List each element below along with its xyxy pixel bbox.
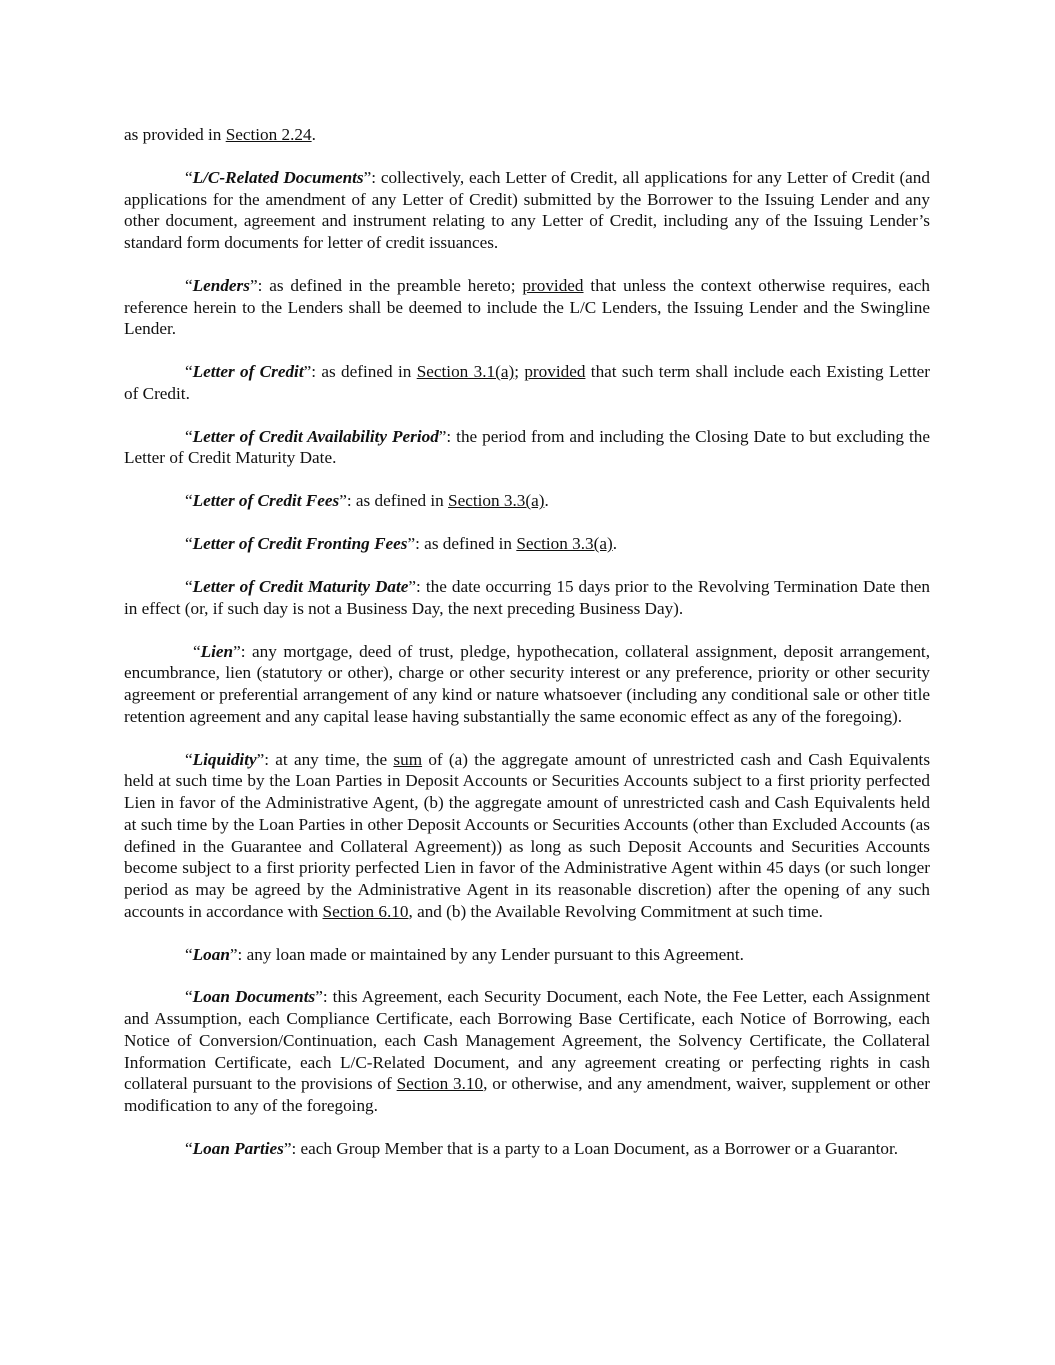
defined-term: Letter of Credit	[192, 362, 304, 382]
text-segment: of (a) the aggregate amount of unrestricted cash and Cash Equivalents held at such time by the Loan Parties in Deposit Accounts or Securities Accounts subject to a first priority perfected Lien in favor of the Administrative Agent, (b) the aggregate amount of unrestricted cash and Cash Equivalents held at such time by the Loan Parties in other Deposit Accounts or Securities Accounts (other than Excluded Accounts (as defined in the Guarantee and Collateral Agreement)) as long as such Deposit Accounts and Securities Accounts become subject to a first priority perfected Lien in favor of the Administrative Agent within 45 days (or such longer period as may be agreed by the Administrative Agent in its reasonable discretion) after the opening of any such accounts in accordance with	[124, 749, 931, 921]
text-segment: ”: as defined in	[339, 491, 449, 511]
defined-term: Loan Parties	[192, 1138, 284, 1158]
text-segment: ”: the date occurring 15 days prior to the Revolving Termination Date then in effect (or, if such day is not a Business Day, the next preceding Business Day).	[124, 577, 930, 618]
text-segment: “	[185, 987, 193, 1007]
definition-lc-fees	[124, 490, 930, 512]
text-segment: ”: collectively, each Letter of Credit, all applications for any Letter of Credit (and applications for the amendment of any Letter of Credit) submitted by the Borrower to the Issuing Lender and any other document, agreement and instrument relating to any Letter of Credit, including any of the Issuing Lender’s standard form documents for letter of credit issuances.	[124, 167, 930, 252]
text-segment: ”: this Agreement, each Security Document, each Note, the Fee Letter, each Assignment and Assumption, each Compliance Certificate, each Borrowing Base Certificate, each Notice of Borrowing, each Notice of Conversion/Continuation, each Cash Management Agreement, the Solvency Certificate, the Collateral Information Certificate, each L/C-Related Document, and any agreement creating or perfecting rights in cash collateral pursuant to the provisions of	[124, 987, 930, 1094]
defined-term: Letter of Credit Maturity Date	[192, 577, 409, 597]
definition-loan-documents	[124, 986, 930, 1116]
text-segment: “	[185, 362, 193, 382]
text-segment: “	[185, 577, 193, 597]
defined-term: Letter of Credit Fees	[192, 491, 340, 511]
text-segment: “	[185, 944, 193, 964]
definition-lenders	[124, 275, 930, 340]
underlined-text: provided	[522, 275, 584, 295]
text-segment: ”: as defined in the preamble hereto;	[249, 275, 523, 295]
underlined-text: provided	[524, 362, 586, 382]
text-segment: “	[185, 534, 193, 554]
definition-lc-fronting-fees	[124, 533, 930, 555]
text-segment: as provided in	[124, 125, 226, 144]
section-reference: Section 3.3(a)	[516, 534, 613, 554]
continuation-paragraph	[124, 124, 930, 146]
text-segment: “	[185, 167, 193, 187]
definition-lc-maturity-date	[124, 576, 930, 619]
defined-term: Loan	[192, 944, 230, 964]
text-segment: ”: as defined in	[303, 362, 417, 382]
defined-term: Letter of Credit Fronting Fees	[192, 534, 408, 554]
defined-term: Lien	[200, 641, 234, 661]
underlined-text: sum	[393, 749, 423, 769]
defined-term: Lenders	[192, 275, 250, 295]
section-reference: Section 3.10	[396, 1074, 484, 1094]
text-segment: , or otherwise, and any amendment, waiver, supplement or other modification to any of the foregoing.	[124, 1074, 930, 1115]
section-reference: Section 2.24	[225, 125, 312, 144]
definition-letter-of-credit	[124, 361, 930, 404]
text-segment: .	[311, 125, 316, 144]
text-segment: “	[193, 641, 201, 661]
text-segment: , and (b) the Available Revolving Commitment at such time.	[408, 901, 823, 921]
text-segment: ”: any mortgage, deed of trust, pledge, hypothecation, collateral assignment, deposit arrangement, encumbrance, lien (statutory or other), charge or other security interest or any preference, priority or other security agreement or preferential arrangement of any kind or nature whatsoever (including any conditional sale or other title retention agreement and any capital lease having substantially the same economic effect as any of the foregoing).	[124, 641, 930, 726]
defined-term: L/C-Related Documents	[192, 167, 364, 187]
text-segment: ”: each Group Member that is a party to a Loan Document, as a Borrower or a Guarantor.	[283, 1138, 899, 1158]
defined-term: Loan Documents	[192, 987, 316, 1007]
section-reference: Section 3.1(a)	[416, 362, 515, 382]
definition-loan-parties	[124, 1138, 930, 1160]
definition-liquidity	[124, 749, 930, 923]
definition-lc-related-documents	[124, 167, 930, 254]
text-segment: .	[544, 491, 549, 511]
text-segment: ”: the period from and including the Closing Date to but excluding the Letter of Credit Maturity Date.	[124, 426, 930, 468]
text-segment: ”: any loan made or maintained by any Lender pursuant to this Agreement.	[229, 944, 744, 964]
text-segment: “	[185, 1138, 193, 1158]
text-segment: that such term shall include each Existing Letter of Credit.	[124, 362, 930, 403]
text-segment: “	[185, 491, 193, 511]
text-segment: ;	[514, 362, 525, 382]
text-segment: “	[185, 426, 193, 446]
text-segment: .	[612, 534, 618, 554]
definition-lc-availability-period	[124, 426, 930, 469]
defined-term: Letter of Credit Availability Period	[192, 426, 439, 446]
text-segment: that unless the context otherwise requires, each reference herein to the Lenders shall be deemed to include the L/C Lenders, the Issuing Lender and the Swingline Lender.	[124, 275, 930, 339]
text-segment: ”: as defined in	[407, 534, 517, 554]
document-page	[124, 124, 930, 1181]
definition-loan	[124, 944, 930, 966]
text-segment: ”: at any time, the	[256, 749, 394, 769]
text-segment: “	[185, 749, 193, 769]
section-reference: Section 6.10	[322, 901, 409, 921]
section-reference: Section 3.3(a)	[448, 491, 545, 511]
defined-term: Liquidity	[192, 749, 257, 769]
definition-lien	[124, 641, 930, 728]
text-segment: “	[185, 275, 193, 295]
